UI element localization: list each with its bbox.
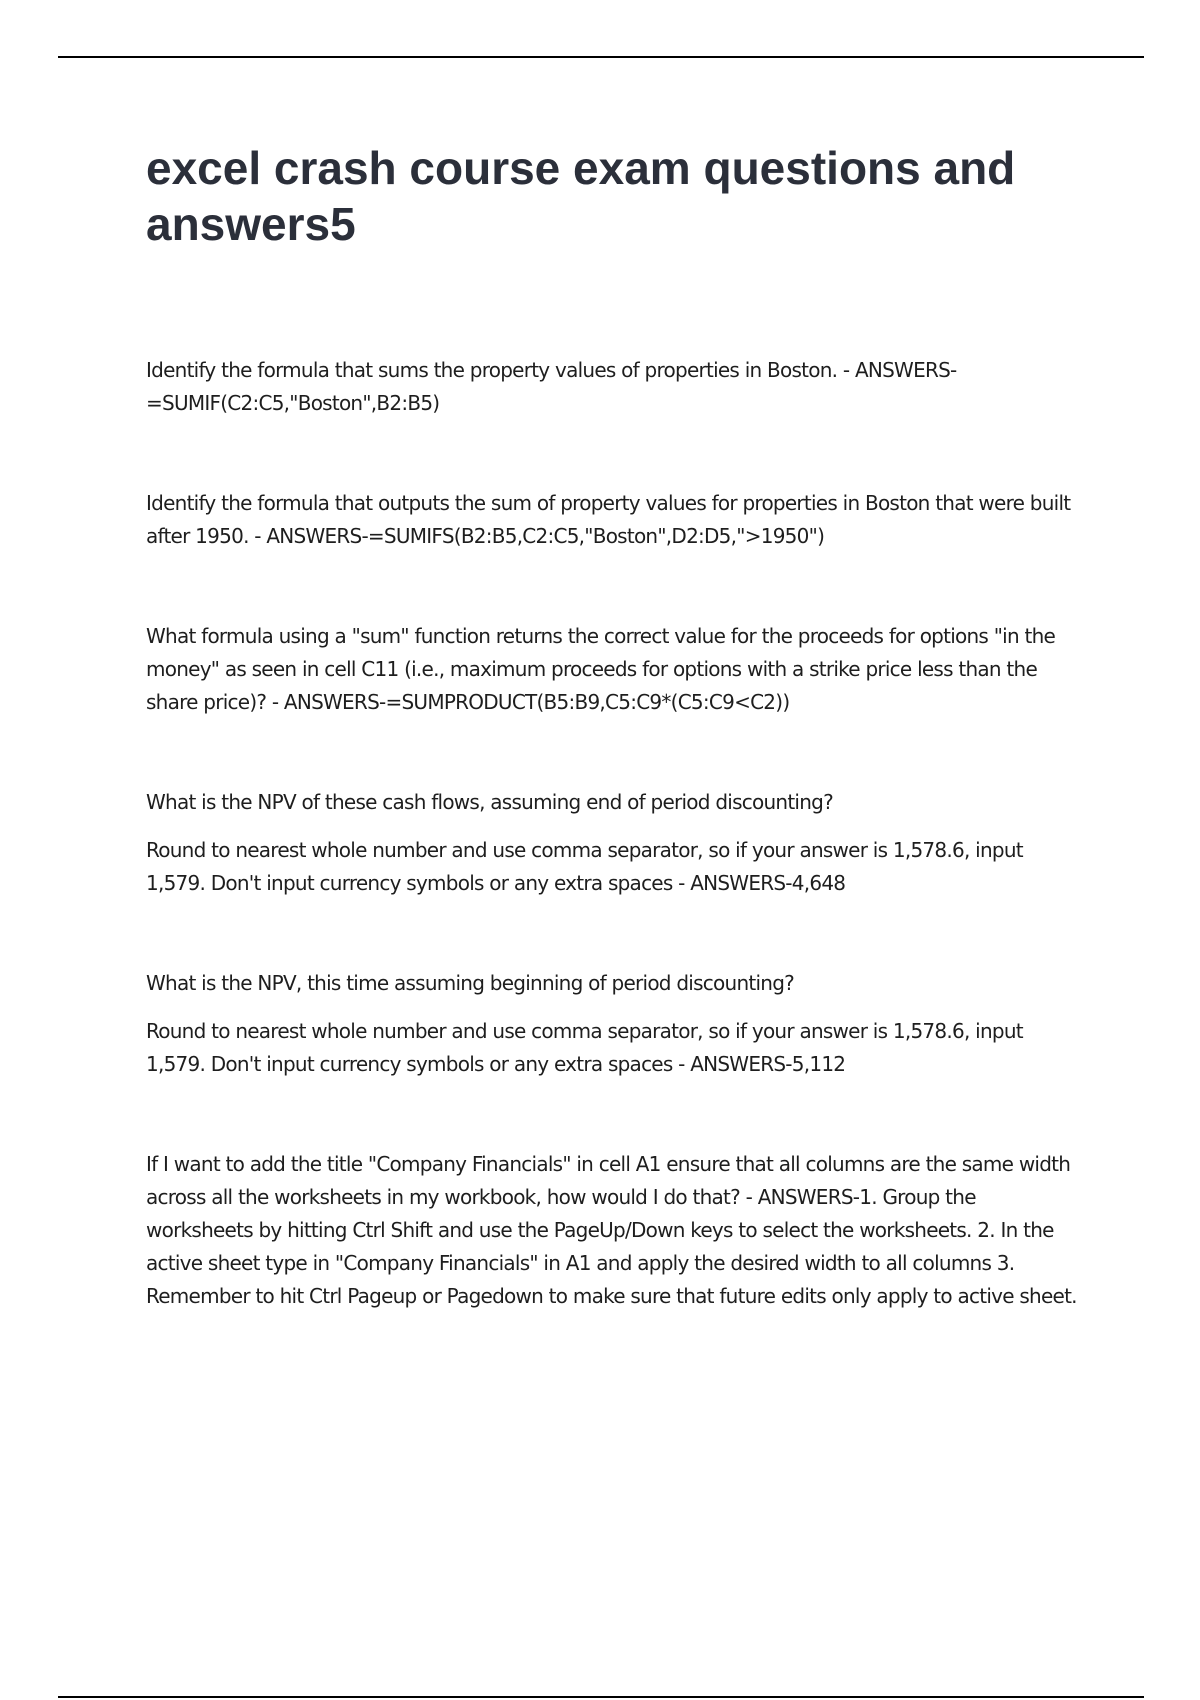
- qa-text: Identify the formula that outputs the sum of property values for properties in Boston that were built after 1950. - ANSWERS-=SUMIFS(B2:B5,C2:C5,"Boston",D2:D5,">1950"): [146, 491, 1071, 548]
- qa-item: [146, 786, 1086, 900]
- document-body: [146, 140, 1086, 1380]
- qa-item: [146, 620, 1086, 719]
- bottom-divider: [58, 1696, 1144, 1698]
- qa-text: If I want to add the title "Company Financials" in cell A1 ensure that all columns are the same width across all the worksheets in my workbook, how would I do that? - ANSWERS-1. Group the worksheets by hitting Ctrl Shift and use the PageUp/Down keys to select the worksheets. 2. In the active sheet type in "Company Financials" in A1 and apply the desired width to all columns 3. Remember to hit Ctrl Pageup or Pagedown to make sure that future edits only apply to active sheet.: [146, 1152, 1077, 1308]
- qa-item: [146, 967, 1086, 1081]
- qa-item: [146, 354, 1086, 420]
- qa-item: [146, 1148, 1086, 1313]
- document-title: excel crash course exam questions and answers5: [146, 142, 1016, 250]
- qa-text: Round to nearest whole number and use comma separator, so if your answer is 1,578.6, input 1,579. Don't input currency symbols or any extra spaces - ANSWERS-4,648: [146, 838, 1023, 895]
- qa-question: What is the NPV, this time assuming beginning of period discounting?: [146, 971, 795, 995]
- top-divider: [58, 56, 1144, 58]
- qa-list: [146, 354, 1086, 1313]
- qa-text: Round to nearest whole number and use comma separator, so if your answer is 1,578.6, input 1,579. Don't input currency symbols or any extra spaces - ANSWERS-5,112: [146, 1019, 1023, 1076]
- qa-question: What is the NPV of these cash flows, assuming end of period discounting?: [146, 790, 833, 814]
- qa-text: What formula using a "sum" function returns the correct value for the proceeds for options "in the money" as seen in cell C11 (i.e., maximum proceeds for options with a strike price less than the share price)? - ANSWERS-=SUMPRODUCT(B5:B9,C5:C9*(C5:C9<C2)): [146, 624, 1056, 714]
- qa-text: Identify the formula that sums the property values of properties in Boston. - ANSWERS-=SUMIF(C2:C5,"Boston",B2:B5): [146, 358, 957, 415]
- qa-item: [146, 487, 1086, 553]
